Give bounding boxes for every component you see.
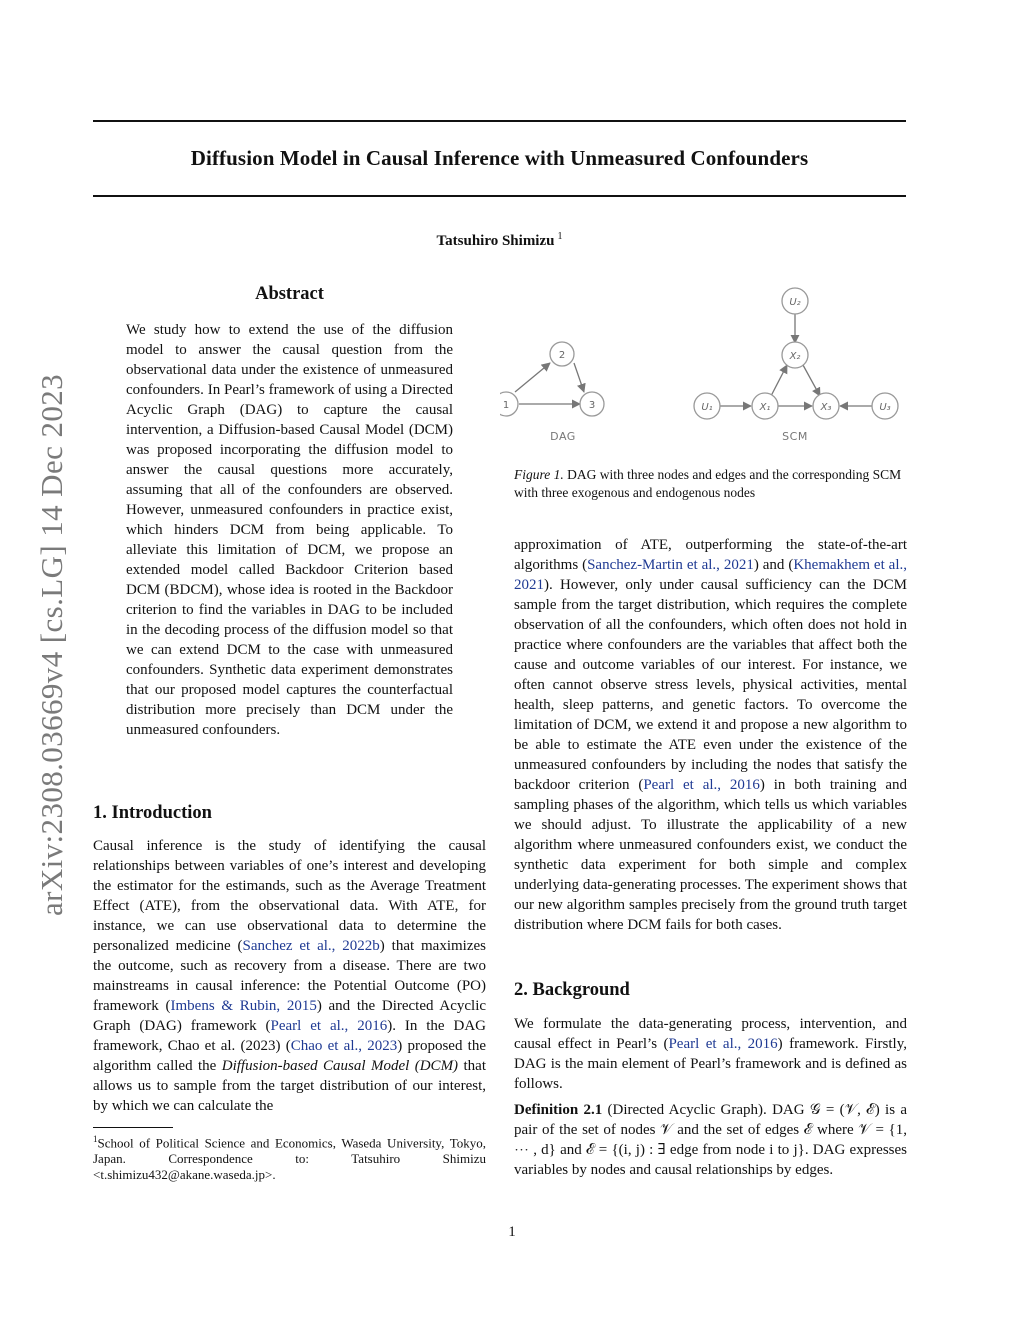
svg-text:U₁: U₁ xyxy=(701,402,713,413)
abstract-text: We study how to extend the use of the diffusion model to answer the causal question from the observational data under the existence of unmeasured confounders. In Pearl’s framework of using a Directed Acyclic Graph (DAG) to capture the causal intervention, a Diffusion-based Causal Model (DCM) was proposed incorporating the diffusion model to answer the causal questions more accurately, assuming that all of the confounders are observed. However, unmeasured confounders in practice exist, which hinders DCM from being applicable. To alleviate this limitation of DCM, we propose an extended model called Backdoor Criterion based DCM (BDCM), whose idea is rooted in the Backdoor criterion to find the variables in DAG to be included in the decoding process of the diffusion model so that we can extend DCM to the case with unmeasured confounders. Synthetic data experiment demonstrates that our proposed model captures the counterfactual distribution more precisely than DCM under the unmeasured confounders. xyxy=(126,322,453,738)
footnote xyxy=(93,1131,486,1183)
figure-1 xyxy=(500,283,920,453)
introduction-body xyxy=(93,836,486,1116)
figure-caption-label: Figure 1. xyxy=(514,467,564,482)
citation-link[interactable]: Chao et al., 2023 xyxy=(290,1038,398,1054)
scm-node-u1 xyxy=(694,393,720,419)
background-heading: 2. Background xyxy=(514,980,630,1000)
dag-node-3 xyxy=(580,392,604,416)
citation-link[interactable]: Pearl et al., 2016 xyxy=(668,1036,778,1052)
paper-title: Diffusion Model in Causal Inference with Unmeasured Confounders xyxy=(190,146,809,170)
introduction-continued xyxy=(514,535,907,935)
footnote-rule xyxy=(93,1127,173,1128)
scm-node-u2 xyxy=(782,288,808,314)
introduction-paragraph: Causal inference is the study of identifying the causal relationships between variables of one’s interest and developing the estimator for the estimands, such as the Average Treatment Effect (ATE), from the observational data. With ATE, for instance, we can use observational data to determine the personalized medicine (Sanchez et al., 2022b) that maximizes the outcome, such as recovery from a disease. There are two mainstreams in causal inference: the Potential Outcome (PO) framework (Imbens & Rubin, 2015) and the Directed Acyclic Graph (DAG) framework (Pearl et al., 2016). In the DAG framework, Chao et al. (2023) (Chao et al., 2023) proposed the algorithm called the Diffusion-based Causal Model (DCM) that allows us to sample from the target distribution of our interest, by which we can calculate the xyxy=(93,838,487,1114)
figure-caption xyxy=(514,466,907,502)
figure-caption-text: DAG with three nodes and edges and the corresponding SCM with three exogenous and endogenous nodes xyxy=(514,467,902,500)
background-body xyxy=(514,1014,907,1094)
svg-text:X₁: X₁ xyxy=(759,402,771,413)
definition-2-1 xyxy=(514,1100,907,1180)
scm-edge-x1-x2 xyxy=(771,365,787,396)
footnote-mark: 1 xyxy=(93,1134,98,1144)
citation-link[interactable]: Imbens & Rubin, 2015 xyxy=(170,998,317,1014)
title-rule-top xyxy=(93,120,906,122)
introduction-paragraph-continued: approximation of ATE, outperforming the state-of-the-art algorithms (Sanchez-Martin et al., 2021) and (Khemakhem et al., 2021). However, only under causal sufficiency can the DCM sample from the target distribution, which requires the complete observation of all the confounders, which often does not hold in practice where confounders are the variables that affect both the cause and outcome variables of our interest. For instance, we often cannot observe stress levels, physical activities, mental health, sleep patterns, and genetic factors. To overcome the limitation of DCM, we extend it and propose a new algorithm to be able to estimate the ATE even under the existence of the unmeasured confounders by including the nodes that satisfy the backdoor criterion (Pearl et al., 2016) in both training and sampling phases of the algorithm, which tells us which variables we should adjust. To illustrate the applicability of a new algorithm where unmeasured confounders exist, we conduct the synthetic data experiment for both simple and complex underlying data-generating processes. The experiment shows that our new algorithm samples precisely from the ground truth target distribution where DCM fails for both cases. xyxy=(514,537,907,933)
page-number: 1 xyxy=(508,1224,516,1240)
svg-text:X₃: X₃ xyxy=(820,402,832,413)
author-name: Tatsuhiro Shimizu xyxy=(436,233,555,249)
svg-text:U₂: U₂ xyxy=(789,297,801,308)
footnote-text: School of Political Science and Economics, Waseda University, Tokyo, Japan. Correspondence to: Tatsuhiro Shimizu <t.shimizu432@akane.waseda.jp>. xyxy=(93,1135,486,1183)
abstract-heading: Abstract xyxy=(255,284,324,304)
author-line xyxy=(93,231,906,250)
introduction-heading: 1. Introduction xyxy=(93,803,212,823)
scm-node-u3 xyxy=(872,393,898,419)
definition-label: Definition 2.1 xyxy=(514,1102,603,1118)
svg-text:X₂: X₂ xyxy=(789,351,801,362)
svg-text:2: 2 xyxy=(558,350,566,361)
definition-paragraph xyxy=(514,1100,907,1180)
svg-text:3: 3 xyxy=(588,400,596,411)
citation-link[interactable]: Khemakhem et al., 2021 xyxy=(514,557,907,593)
scm-node-x1 xyxy=(752,393,778,419)
svg-text:1: 1 xyxy=(502,400,510,411)
citation-link[interactable]: Pearl et al., 2016 xyxy=(643,777,760,793)
dag-node-2 xyxy=(550,342,574,366)
svg-text:U₃: U₃ xyxy=(879,402,891,413)
citation-link[interactable]: Pearl et al., 2016 xyxy=(270,1018,388,1034)
scm-label: SCM xyxy=(782,430,808,443)
background-paragraph: We formulate the data-generating process, intervention, and causal effect in Pearl’s (Pearl et al., 2016) framework. Firstly, DAG is the main element of Pearl’s framework and is defined as follows. xyxy=(514,1016,907,1092)
scm-edge-x2-x3 xyxy=(803,365,820,396)
dag-label: DAG xyxy=(550,430,576,443)
citation-link[interactable]: Sanchez-Martin et al., 2021 xyxy=(587,557,754,573)
arxiv-identifier: arXiv:2308.03669v4 [cs.LG] 14 Dec 2023 xyxy=(34,373,69,917)
definition-text: (Directed Acyclic Graph). DAG 𝒢 = (𝒱, ℰ) is a pair of the set of nodes 𝒱 and the set of edges ℰ where 𝒱 = {1, ⋯ , d} and ℰ = {(i, j) : ∃ edge from node i to j}. DAG expresses variables by nodes and causal relationships by edges. xyxy=(514,1102,907,1178)
author-affiliation-mark: 1 xyxy=(557,231,563,242)
scm-node-x2 xyxy=(782,342,808,368)
scm-node-x3 xyxy=(813,393,839,419)
citation-link[interactable]: Sanchez et al., 2022b xyxy=(242,938,380,954)
title-rule-bottom xyxy=(93,195,906,197)
dag-edge-2-3 xyxy=(574,363,584,392)
abstract-body xyxy=(126,320,453,740)
dag-edge-1-2 xyxy=(515,363,550,392)
dag-node-1 xyxy=(500,392,518,416)
